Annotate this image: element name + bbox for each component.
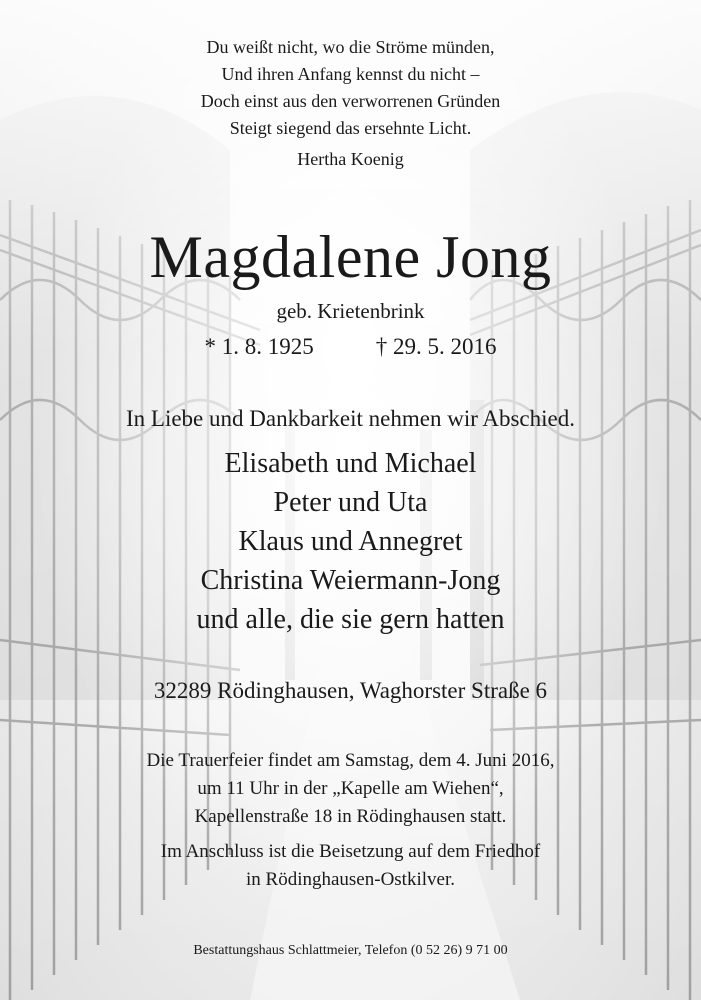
family-address: 32289 Rödinghausen, Waghorster Straße 6 [153,678,548,703]
funeral-line: um 11 Uhr in der „Kapelle am Wiehen“, [197,778,504,799]
poem-line: Und ihren Anfang kennst du nicht – [221,64,480,84]
poem-author: Hertha Koenig [297,149,404,169]
deceased-name: Magdalene Jong [149,224,552,290]
funeral-line: Die Trauerfeier findet am Samstag, dem 4. Juni 2016, [146,750,555,771]
birth-date: * 1. 8. 1925 [204,334,314,359]
death-date: † 29. 5. 2016 [375,334,497,359]
mourner: Elisabeth und Michael [224,448,477,479]
funeral-line: Kapellenstraße 18 in Rödinghausen statt. [194,806,507,827]
mourner: Klaus und Annegret [238,526,463,557]
mourners-list [0,444,701,639]
life-dates [0,331,701,363]
burial-info [0,838,701,894]
burial-line: in Rödinghausen-Ostkilver. [246,869,455,890]
poem [0,0,701,173]
poem-line: Du weißt nicht, wo die Ströme münden, [206,37,495,57]
burial-line: Im Anschluss ist die Beisetzung auf dem Friedhof [160,841,541,862]
mourner: Peter und Uta [273,487,428,518]
funeral-home-footer: Bestattungshaus Schlattmeier, Telefon (0 52 26) 9 71 00 [193,943,508,958]
mourner: Christina Weiermann-Jong [200,565,501,596]
poem-line: Steigt siegend das ersehnte Licht. [229,118,472,138]
mourner: und alle, die sie gern hatten [196,604,505,635]
maiden-name: geb. Krietenbrink [276,299,425,323]
funeral-info [0,747,701,831]
farewell-text: In Liebe und Dankbarkeit nehmen wir Abschied. [125,406,575,431]
poem-line: Doch einst aus den verworrenen Gründen [200,91,501,111]
